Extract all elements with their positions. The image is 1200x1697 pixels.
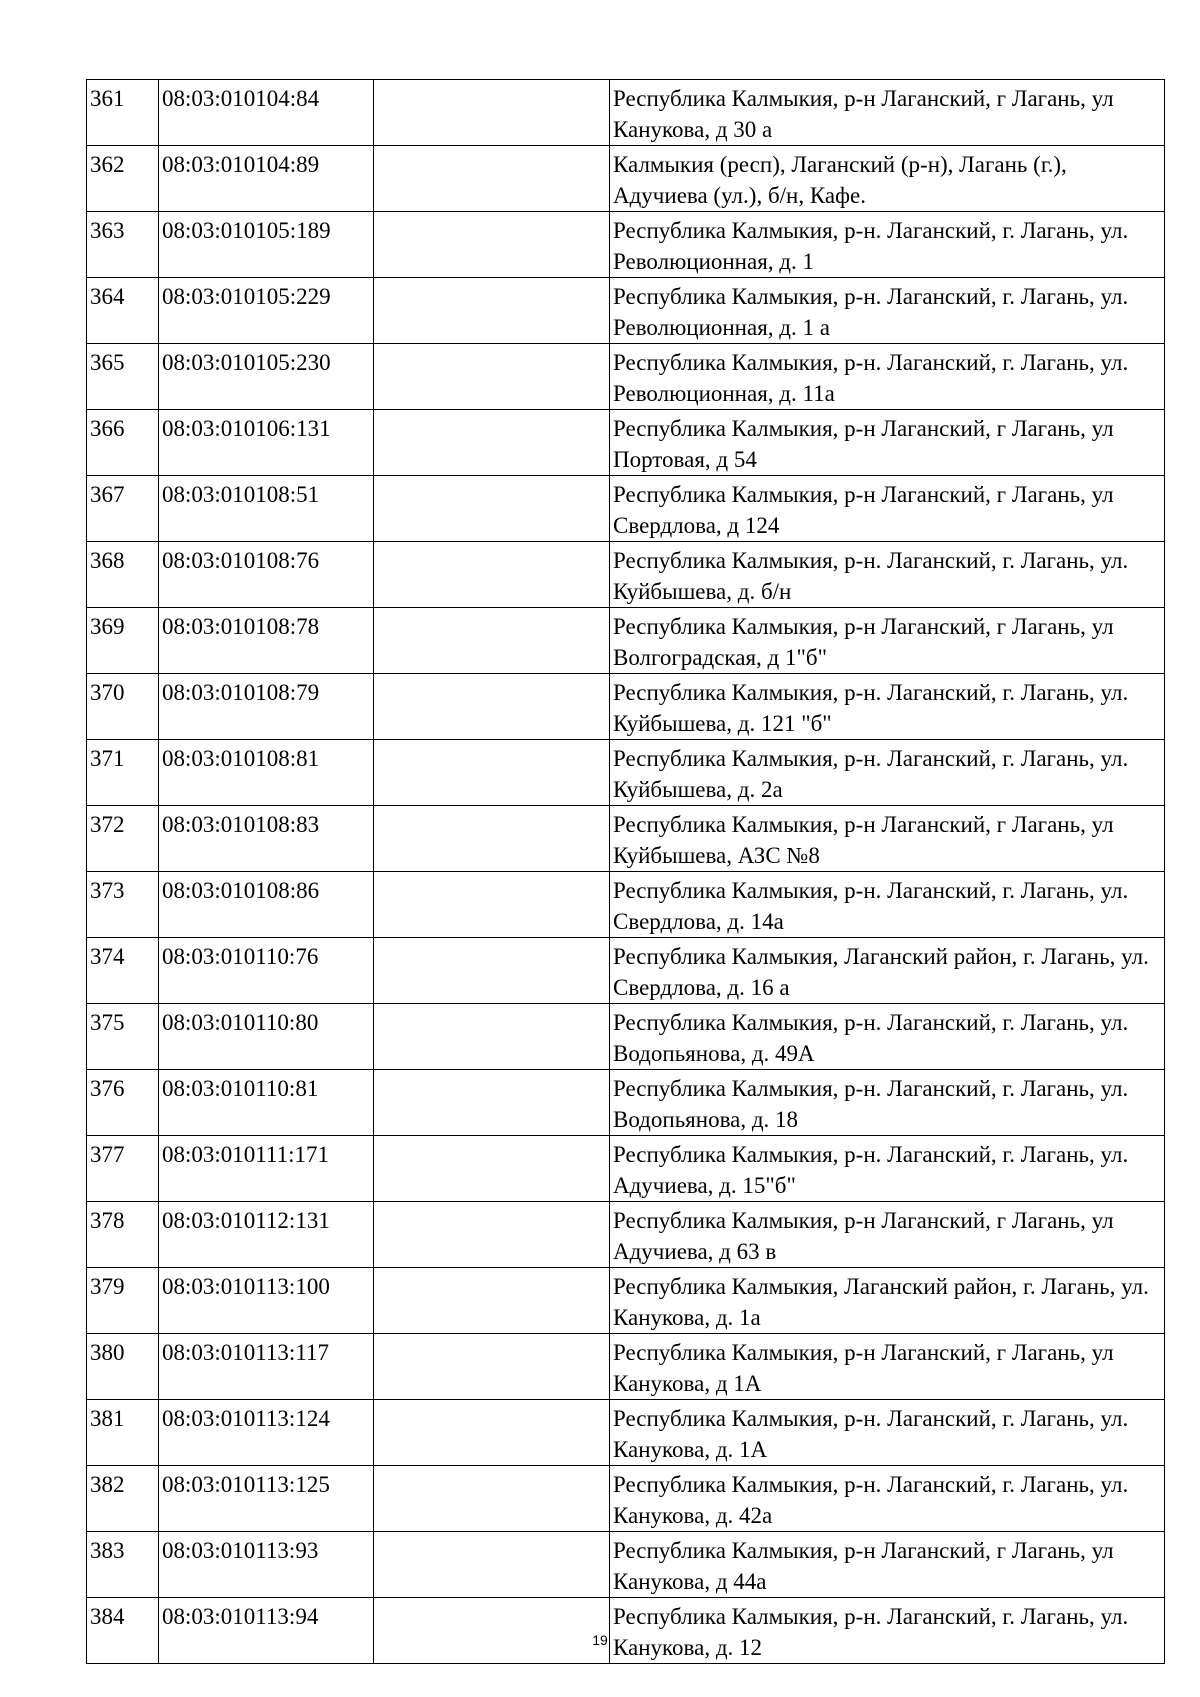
cadastral-number-cell: 08:03:010108:86: [159, 872, 374, 938]
cadastral-number-cell: 08:03:010111:171: [159, 1136, 374, 1202]
row-number-cell: 361: [87, 80, 159, 146]
table-row: [87, 1466, 1165, 1532]
address-cell: Республика Калмыкия, р-н Лаганский, г Лагань, ул Куйбышева, АЗС №8: [610, 806, 1165, 872]
address-cell: Республика Калмыкия, р-н. Лаганский, г. Лагань, ул. Революционная, д. 1 а: [610, 278, 1165, 344]
empty-cell: [374, 1202, 610, 1268]
empty-cell: [374, 1466, 610, 1532]
table-row: [87, 1136, 1165, 1202]
empty-cell: [374, 410, 610, 476]
row-number-cell: 381: [87, 1400, 159, 1466]
address-cell: Республика Калмыкия, Лаганский район, г. Лагань, ул. Канукова, д. 1а: [610, 1268, 1165, 1334]
table-row: [87, 1532, 1165, 1598]
property-registry-table: [86, 79, 1165, 1664]
table-row: [87, 1070, 1165, 1136]
row-number-cell: 373: [87, 872, 159, 938]
row-number-cell: 384: [87, 1598, 159, 1664]
table-row: [87, 674, 1165, 740]
cadastral-number-cell: 08:03:010112:131: [159, 1202, 374, 1268]
cadastral-number-cell: 08:03:010113:100: [159, 1268, 374, 1334]
empty-cell: [374, 1136, 610, 1202]
table-row: [87, 806, 1165, 872]
address-cell: Республика Калмыкия, р-н Лаганский, г Лагань, ул Канукова, д 44а: [610, 1532, 1165, 1598]
cadastral-number-cell: 08:03:010104:89: [159, 146, 374, 212]
table-row: [87, 146, 1165, 212]
cadastral-number-cell: 08:03:010108:78: [159, 608, 374, 674]
cadastral-number-cell: 08:03:010113:93: [159, 1532, 374, 1598]
table-row: [87, 212, 1165, 278]
row-number-cell: 362: [87, 146, 159, 212]
row-number-cell: 383: [87, 1532, 159, 1598]
cadastral-number-cell: 08:03:010106:131: [159, 410, 374, 476]
row-number-cell: 366: [87, 410, 159, 476]
row-number-cell: 368: [87, 542, 159, 608]
row-number-cell: 382: [87, 1466, 159, 1532]
cadastral-number-cell: 08:03:010108:51: [159, 476, 374, 542]
table-row: [87, 410, 1165, 476]
empty-cell: [374, 806, 610, 872]
address-cell: Республика Калмыкия, р-н. Лаганский, г. Лагань, ул. Куйбышева, д. 121 "б": [610, 674, 1165, 740]
cadastral-number-cell: 08:03:010108:79: [159, 674, 374, 740]
cadastral-number-cell: 08:03:010104:84: [159, 80, 374, 146]
empty-cell: [374, 1004, 610, 1070]
address-cell: Республика Калмыкия, р-н Лаганский, г Лагань, ул Канукова, д 1А: [610, 1334, 1165, 1400]
empty-cell: [374, 608, 610, 674]
table-row: [87, 872, 1165, 938]
address-cell: Республика Калмыкия, р-н Лаганский, г Лагань, ул Канукова, д 30 а: [610, 80, 1165, 146]
table-row: [87, 1004, 1165, 1070]
row-number-cell: 364: [87, 278, 159, 344]
row-number-cell: 372: [87, 806, 159, 872]
address-cell: Республика Калмыкия, р-н. Лаганский, г. Лагань, ул. Канукова, д. 12: [610, 1598, 1165, 1664]
cadastral-number-cell: 08:03:010105:229: [159, 278, 374, 344]
empty-cell: [374, 872, 610, 938]
table-row: [87, 608, 1165, 674]
row-number-cell: 371: [87, 740, 159, 806]
cadastral-number-cell: 08:03:010108:81: [159, 740, 374, 806]
page-number: 19: [592, 1632, 608, 1648]
address-cell: Республика Калмыкия, р-н. Лаганский, г. Лагань, ул. Канукова, д. 42а: [610, 1466, 1165, 1532]
cadastral-number-cell: 08:03:010105:189: [159, 212, 374, 278]
table-row: [87, 1334, 1165, 1400]
address-cell: Республика Калмыкия, р-н. Лаганский, г. Лагань, ул. Канукова, д. 1А: [610, 1400, 1165, 1466]
empty-cell: [374, 344, 610, 410]
empty-cell: [374, 674, 610, 740]
cadastral-number-cell: 08:03:010110:76: [159, 938, 374, 1004]
address-cell: Республика Калмыкия, р-н Лаганский, г Лагань, ул Свердлова, д 124: [610, 476, 1165, 542]
empty-cell: [374, 476, 610, 542]
table-row: [87, 1268, 1165, 1334]
empty-cell: [374, 212, 610, 278]
cadastral-number-cell: 08:03:010110:80: [159, 1004, 374, 1070]
address-cell: Республика Калмыкия, р-н. Лаганский, г. Лагань, ул. Свердлова, д. 14а: [610, 872, 1165, 938]
empty-cell: [374, 278, 610, 344]
cadastral-number-cell: 08:03:010105:230: [159, 344, 374, 410]
table-row: [87, 740, 1165, 806]
empty-cell: [374, 938, 610, 1004]
row-number-cell: 377: [87, 1136, 159, 1202]
table-row: [87, 476, 1165, 542]
empty-cell: [374, 80, 610, 146]
cadastral-number-cell: 08:03:010113:125: [159, 1466, 374, 1532]
cadastral-number-cell: 08:03:010108:83: [159, 806, 374, 872]
table-row: [87, 1202, 1165, 1268]
empty-cell: [374, 1598, 610, 1664]
address-cell: Республика Калмыкия, р-н Лаганский, г Лагань, ул Волгоградская, д 1"б": [610, 608, 1165, 674]
table-row: [87, 344, 1165, 410]
cadastral-number-cell: 08:03:010110:81: [159, 1070, 374, 1136]
cadastral-number-cell: 08:03:010113:94: [159, 1598, 374, 1664]
row-number-cell: 380: [87, 1334, 159, 1400]
address-cell: Республика Калмыкия, р-н. Лаганский, г. Лагань, ул. Революционная, д. 11а: [610, 344, 1165, 410]
address-cell: Республика Калмыкия, р-н Лаганский, г Лагань, ул Адучиева, д 63 в: [610, 1202, 1165, 1268]
row-number-cell: 369: [87, 608, 159, 674]
table-body: [87, 80, 1165, 1664]
row-number-cell: 370: [87, 674, 159, 740]
empty-cell: [374, 146, 610, 212]
row-number-cell: 379: [87, 1268, 159, 1334]
empty-cell: [374, 1268, 610, 1334]
address-cell: Республика Калмыкия, р-н. Лаганский, г. Лагань, ул. Водопьянова, д. 49А: [610, 1004, 1165, 1070]
row-number-cell: 365: [87, 344, 159, 410]
empty-cell: [374, 1532, 610, 1598]
table-row: [87, 80, 1165, 146]
table-row: [87, 938, 1165, 1004]
table-row: [87, 278, 1165, 344]
table-row: [87, 1400, 1165, 1466]
row-number-cell: 363: [87, 212, 159, 278]
address-cell: Республика Калмыкия, Лаганский район, г. Лагань, ул. Свердлова, д. 16 а: [610, 938, 1165, 1004]
cadastral-number-cell: 08:03:010108:76: [159, 542, 374, 608]
address-cell: Республика Калмыкия, р-н. Лаганский, г. Лагань, ул. Водопьянова, д. 18: [610, 1070, 1165, 1136]
address-cell: Республика Калмыкия, р-н. Лаганский, г. Лагань, ул. Куйбышева, д. б/н: [610, 542, 1165, 608]
cadastral-number-cell: 08:03:010113:124: [159, 1400, 374, 1466]
address-cell: Республика Калмыкия, р-н. Лаганский, г. Лагань, ул. Адучиева, д. 15"б": [610, 1136, 1165, 1202]
address-cell: Калмыкия (респ), Лаганский (р-н), Лагань (г.), Адучиева (ул.), б/н, Кафе.: [610, 146, 1165, 212]
empty-cell: [374, 542, 610, 608]
address-cell: Республика Калмыкия, р-н. Лаганский, г. Лагань, ул. Революционная, д. 1: [610, 212, 1165, 278]
empty-cell: [374, 1400, 610, 1466]
empty-cell: [374, 1334, 610, 1400]
row-number-cell: 376: [87, 1070, 159, 1136]
address-cell: Республика Калмыкия, р-н. Лаганский, г. Лагань, ул. Куйбышева, д. 2а: [610, 740, 1165, 806]
row-number-cell: 374: [87, 938, 159, 1004]
table-row: [87, 1598, 1165, 1664]
row-number-cell: 375: [87, 1004, 159, 1070]
empty-cell: [374, 740, 610, 806]
row-number-cell: 367: [87, 476, 159, 542]
row-number-cell: 378: [87, 1202, 159, 1268]
address-cell: Республика Калмыкия, р-н Лаганский, г Лагань, ул Портовая, д 54: [610, 410, 1165, 476]
empty-cell: [374, 1070, 610, 1136]
cadastral-number-cell: 08:03:010113:117: [159, 1334, 374, 1400]
table-row: [87, 542, 1165, 608]
